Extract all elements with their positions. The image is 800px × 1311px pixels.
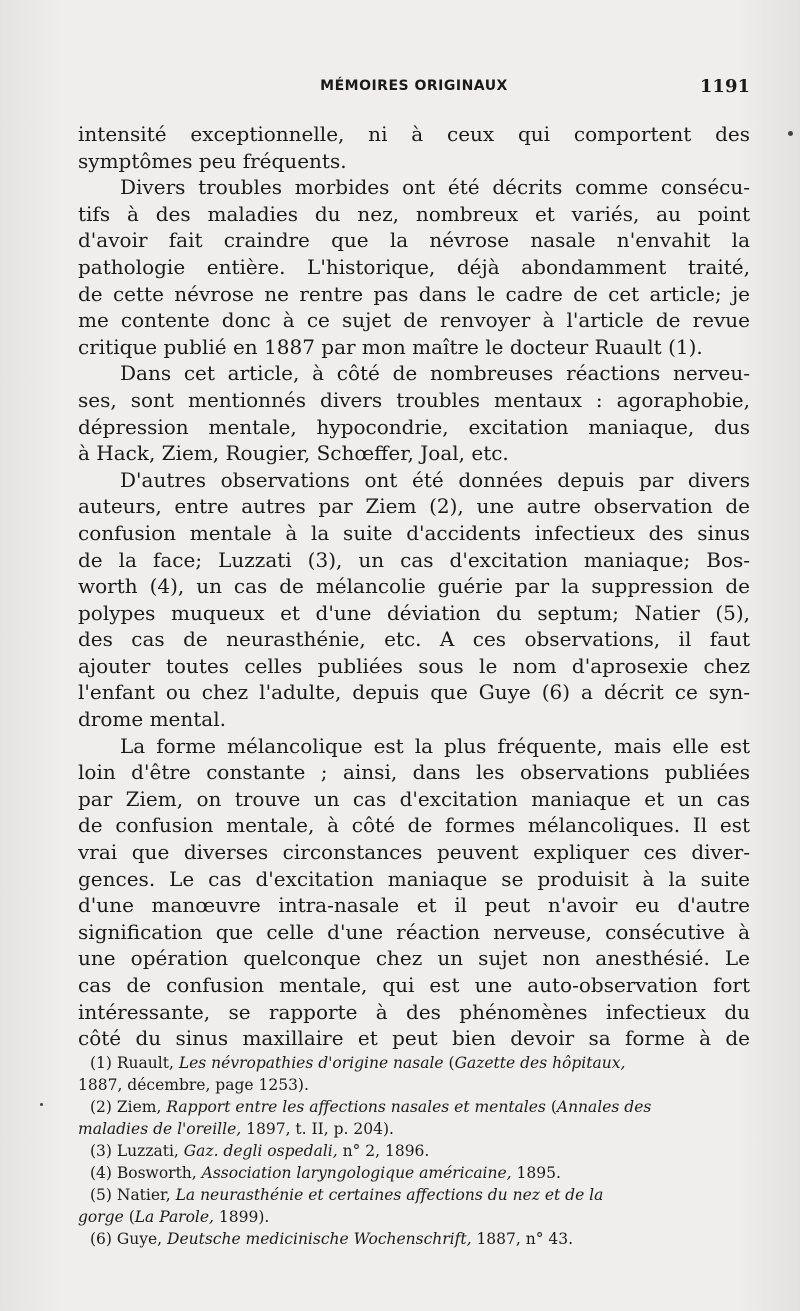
footnote-line — [78, 1162, 750, 1184]
footnote-line — [78, 1184, 750, 1206]
text-line: Divers troubles morbides ont été décrits comme consécu- — [120, 175, 750, 200]
page-number: 1191 — [699, 76, 750, 97]
ink-speck — [40, 1103, 43, 1106]
footnote-title: Deutsche medicinische Wochenschrift, — [167, 1230, 472, 1248]
text-line: par Ziem, on trouve un cas d'excitation maniaque et un cas — [78, 786, 750, 811]
footnote-title: maladies de l'oreille, — [78, 1120, 242, 1138]
text-line: une opération quelconque chez un sujet non anesthésié. Le — [78, 946, 750, 971]
footnote-line — [78, 1140, 750, 1162]
text-line: critique publié en 1887 par mon maître le docteur Ruault (1). — [78, 334, 703, 359]
text-line: vrai que diverses circonstances peuvent expliquer ces diver- — [78, 840, 750, 865]
text-line: signification que celle d'une réaction nerveuse, consécutive à — [78, 919, 750, 944]
footnote-title: La neurasthénie et certaines affections du nez et de la — [175, 1186, 604, 1204]
text-line: côté du sinus maxillaire et peut bien devoir sa forme à de — [78, 1026, 750, 1051]
footnote-line — [78, 1228, 750, 1250]
text-line: ses, sont mentionnés divers troubles mentaux : agoraphobie, — [78, 387, 750, 412]
text-line: pathologie entière. L'historique, déjà abondamment traité, — [78, 254, 750, 279]
footnotes — [78, 1052, 750, 1250]
footnote-text: ( — [443, 1054, 455, 1072]
footnote-title: gorge — [78, 1208, 124, 1226]
text-line: de la face; Luzzati (3), un cas d'excitation maniaque; Bos- — [78, 547, 750, 572]
footnote-text: 1887, n° 43. — [471, 1230, 574, 1248]
footnote-text: 1895. — [511, 1164, 561, 1182]
footnote-line — [78, 1096, 750, 1118]
text-line: confusion mentale à la suite d'accidents infectieux des sinus — [78, 520, 750, 545]
text-line: l'enfant ou chez l'adulte, depuis que Guye (6) a décrit ce syn- — [78, 680, 750, 705]
page-header — [78, 78, 750, 100]
footnote-text: (6) Guye, — [90, 1230, 168, 1248]
text-line: me contente donc à ce sujet de renvoyer à l'article de revue — [78, 308, 750, 333]
footnote-text: 1887, décembre, page 1253). — [78, 1076, 309, 1094]
footnote-text: (2) Ziem, — [90, 1098, 167, 1116]
text-line: drome mental. — [78, 707, 226, 732]
footnote-title: Association laryngologique américaine, — [201, 1164, 512, 1182]
footnote-title: Les névropathies d'origine nasale — [178, 1054, 444, 1072]
text-line: gences. Le cas d'excitation maniaque se produisit à la suite — [78, 866, 750, 891]
footnote-title: Rapport entre les affections nasales et mentales — [166, 1098, 546, 1116]
footnote-text: ( — [545, 1098, 557, 1116]
text-line: intéressante, se rapporte à des phénomènes infectieux du — [78, 999, 750, 1024]
text-line: polypes muqueux et d'une déviation du septum; Natier (5), — [78, 600, 750, 625]
text-line: intensité exceptionnelle, ni à ceux qui comportent des — [78, 122, 750, 146]
text-line: worth (4), un cas de mélancolie guérie par la suppression de — [78, 574, 750, 599]
text-line: à Hack, Ziem, Rougier, Schœffer, Joal, etc. — [78, 441, 509, 466]
text-line: de confusion mentale, à côté de formes mélancoliques. Il est — [78, 813, 750, 838]
text-line: auteurs, entre autres par Ziem (2), une autre observation de — [78, 494, 750, 519]
text-line: de cette névrose ne rentre pas dans le cadre de cet article; je — [78, 281, 750, 306]
footnote-title: Annales des — [556, 1098, 652, 1116]
text-line: cas de confusion mentale, qui est une auto-observation fort — [78, 973, 750, 997]
text-line: symptômes peu fréquents. — [78, 148, 347, 173]
footnote-title: La Parole, — [134, 1208, 214, 1226]
text-line: d'une manœuvre intra-nasale et il peut n'avoir eu d'autre — [78, 893, 750, 918]
ink-speck — [788, 131, 793, 136]
footnote-line — [78, 1074, 750, 1096]
text-line: Dans cet article, à côté de nombreuses réactions nerveu- — [120, 361, 750, 386]
body-text — [78, 121, 750, 1052]
running-head: MÉMOIRES ORIGINAUX — [320, 78, 508, 94]
text-line: ajouter toutes celles publiées sous le nom d'aprosexie chez — [78, 653, 750, 678]
footnote-text: (4) Bosworth, — [90, 1164, 202, 1182]
footnote-title: Gazette des hôpitaux, — [454, 1054, 626, 1072]
footnote-text: (5) Natier, — [90, 1186, 176, 1204]
footnote-line — [78, 1206, 750, 1228]
footnote-text: (3) Luzzati, — [90, 1142, 184, 1160]
footnote-text: (1) Ruault, — [90, 1054, 179, 1072]
text-line: tifs à des maladies du nez, nombreux et variés, au point — [78, 201, 750, 226]
footnote-line — [78, 1052, 750, 1074]
footnote-text: 1899). — [213, 1208, 270, 1226]
text-line: La forme mélancolique est la plus fréquente, mais elle est — [120, 733, 750, 758]
footnote-text: n° 2, 1896. — [337, 1142, 430, 1160]
footnote-title: Gaz. degli ospedali, — [183, 1142, 338, 1160]
text-line: loin d'être constante ; ainsi, dans les observations publiées — [78, 760, 750, 785]
text-line: des cas de neurasthénie, etc. A ces observations, il faut — [78, 627, 750, 652]
text-line: D'autres observations ont été données depuis par divers — [120, 467, 750, 492]
footnote-text: ( — [123, 1208, 135, 1226]
text-line: dépression mentale, hypocondrie, excitation maniaque, dus — [78, 414, 750, 439]
footnote-text: 1897, t. II, p. 204). — [241, 1120, 394, 1138]
footnote-line — [78, 1118, 750, 1140]
text-line: d'avoir fait craindre que la névrose nasale n'envahit la — [78, 228, 750, 253]
